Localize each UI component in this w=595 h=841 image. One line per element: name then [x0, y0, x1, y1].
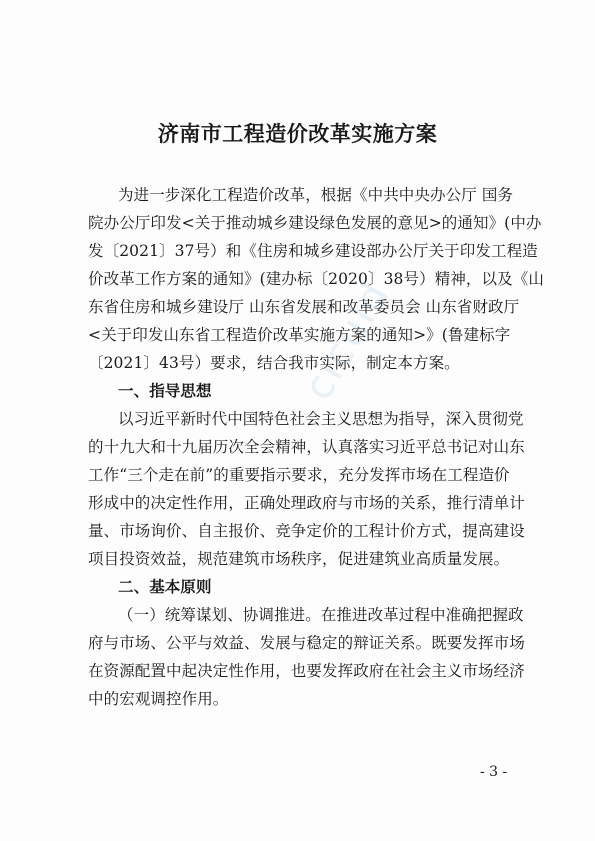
- page-number: - 3 -: [480, 764, 508, 780]
- paragraph-line: 〔2021〕43号）要求，结合我市实际，制定本方案。: [88, 354, 460, 372]
- paragraph-line: 价改革工作方案的通知》(建办标〔2020〕38号）精神，以及《山: [88, 270, 544, 288]
- section-heading: 二、基本原则: [118, 577, 212, 596]
- paragraph-line: 工作“三个走在前”的重要指示要求，充分发挥市场在工程造价: [88, 466, 510, 484]
- paragraph-line: （一）统筹谋划、协调推进。在推进改革过程中准确把握政: [118, 606, 524, 624]
- paragraph-line: 府与市场、公平与效益、发展与稳定的辩证关系。既要发挥市场: [88, 634, 525, 652]
- document-title: 济南市工程造价改革实施方案: [157, 121, 438, 146]
- paragraph-line: 中的宏观调控作用。: [88, 690, 229, 708]
- paragraph-line: 为进一步深化工程造价改革，根据《中共中央办公厅 国务: [118, 186, 514, 204]
- paragraph-line: 院办公厅印发<关于推动城乡建设绿色发展的意见>的通知》(中办: [88, 214, 542, 232]
- watermark: ciculd: [295, 273, 400, 408]
- paragraph-line: 项目投资效益，规范建筑市场秩序，促进建筑业高质量发展。: [88, 550, 510, 568]
- paragraph-line: 以习近平新时代中国特色社会主义思想为指导，深入贯彻党: [118, 410, 524, 428]
- paragraph-line: 形成中的决定性作用，正确处理政府与市场的关系，推行清单计: [88, 494, 525, 512]
- paragraph-line: 量、市场询价、自主报价、竞争定价的工程计价方式，提高建设: [88, 522, 525, 540]
- section-heading: 一、指导思想: [118, 381, 212, 400]
- paragraph-line: 发〔2021〕37号）和《住房和城乡建设部办公厅关于印发工程造: [88, 242, 538, 260]
- paragraph-line: <关于印发山东省工程造价改革实施方案的通知>》(鲁建标字: [88, 326, 511, 344]
- paragraph-line: 的十九大和十九届历次全会精神，认真落实习近平总书记对山东: [88, 438, 525, 456]
- paragraph-line: 在资源配置中起决定性作用，也要发挥政府在社会主义市场经济: [88, 662, 525, 680]
- paragraph-line: 东省住房和城乡建设厅 山东省发展和改革委员会 山东省财政厅: [88, 298, 520, 316]
